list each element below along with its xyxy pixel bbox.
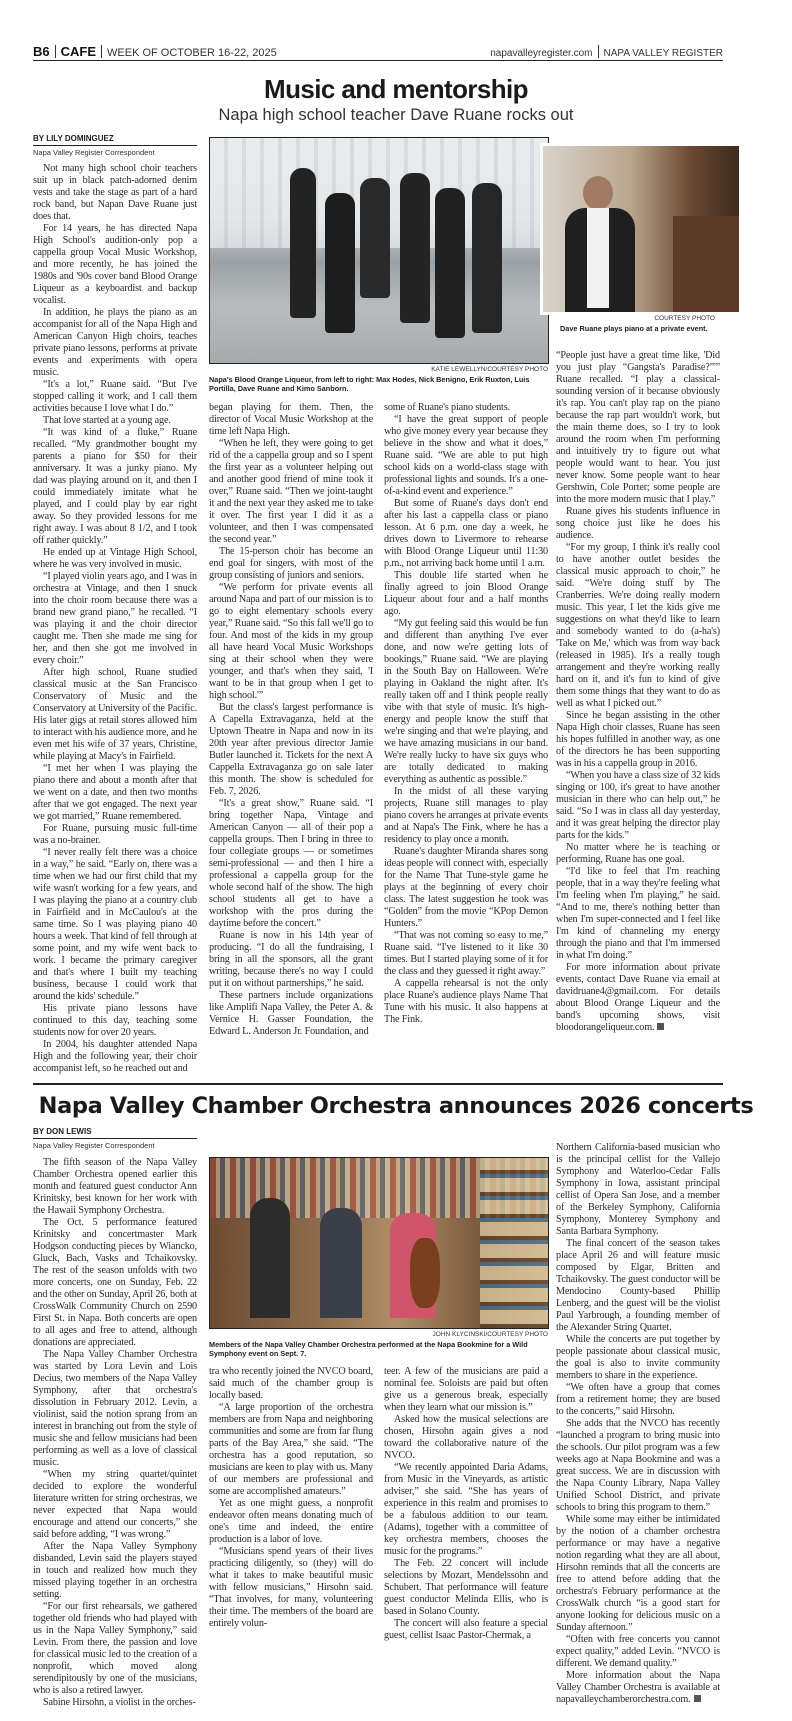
divider xyxy=(598,45,599,58)
article-paragraph: “That was not coming so easy to me,” Ruane said. “I've listened to it like 30 times. But I started playing some of it for the class and they guessed it right away.” xyxy=(384,930,548,977)
orchestra-photo xyxy=(209,1157,549,1329)
article-paragraph: Yet as one might guess, a nonprofit endeavor often means donating much of one's time and indeed, the entire production is a labor of love. xyxy=(209,1498,373,1545)
article-paragraph: The Feb. 22 concert will include selections by Mozart, Mendelssohn and Schubert. That performance will feature guest conductor Melinda Ellis, who is based in Solano County. xyxy=(384,1558,548,1617)
article-paragraph: “I played violin years ago, and I was in orchestra at Vintage, and then I snuck into the choir room because there was a brand new grand piano,” he recalled. “I was playing it and the choir director caught me. Then she made me sing for her, and then she got me involved in every choir.” xyxy=(33,571,197,666)
band-photo xyxy=(209,137,549,364)
article-paragraph: “A large proportion of the orchestra members are from Napa and neighboring communities and some are from far flung parts of the Bay Area,” she said. “The orchestra has a good reputation, so musicians are keen to play with us. Many of our members are professional and some are accomplished amateurs.” xyxy=(209,1402,373,1497)
article-paragraph: Sabine Hirsohn, a violist in the orches- xyxy=(43,1697,196,1708)
page-number: B6 xyxy=(33,44,50,59)
article-paragraph: “For our first rehearsals, we gathered together old friends who had played with us in the Napa Valley Symphony,” said Levin. From there, the passion and love for classical music led to the creation of a nonprofit, which moved along serendipitously by one of the musicians, who is also a retired lawyer. xyxy=(33,1601,197,1696)
article-paragraph: “It's a lot,” Ruane said. “But I've stopped calling it work, and I call them activities because I love what I do.” xyxy=(33,379,197,414)
article-paragraph: For more information about private events, contact Dave Ruane via email at davidruane4@gmail.com. For details about Blood Orange Liqueur and the band's upcoming shows, visit bloodorangeliqueur.com. xyxy=(556,962,720,1033)
article-paragraph: teer. A few of the musicians are paid a nominal fee. Soloists are paid but often give us a generous break, especially when they learn what our mission is.” xyxy=(384,1366,548,1413)
article-paragraph: Since he began assisting in the other Napa High choir classes, Ruane has seen his hopes fulfilled in another way, as one of the directors he has been supporting was in his a cappella group in 2016. xyxy=(556,710,720,769)
article-column xyxy=(384,402,548,1026)
article-paragraph: That love started at a young age. xyxy=(43,415,171,426)
article-paragraph: His private piano lessons have continued to this day, teaching some students now for over 20 years. xyxy=(33,1003,197,1038)
section-divider xyxy=(33,1083,723,1085)
article-paragraph: The 15-person choir has become an end goal for singers, with most of the group consisting of juniors and seniors. xyxy=(209,546,373,581)
issue-date: WEEK OF OCTOBER 16-22, 2025 xyxy=(107,47,277,59)
article-paragraph: Ruane is now in his 14th year of producing. “I do all the fundraising, I bring in all the sponsors, all the grant writing, because there's no way I could put it on without partnerships,” he said. xyxy=(209,930,373,989)
photo-credit: COURTESY PHOTO xyxy=(654,315,715,322)
article-paragraph: “We recently appointed Daria Adams, from Music in the Vineyards, as artistic adviser,” she said. “She has years of experience in this realm and promises to be a fabulous addition to our team. (Adams), together with a committee of key orchestra members, chooses the music for the programs.” xyxy=(384,1462,548,1557)
article-paragraph: While some may either be intimidated by the notion of a chamber orchestra performance or may have a negative notion regarding what they are all about, Hirsohn reminds that all the concerts are free to attend before adding that the orchestra's February performance at the CrossWalk church “is a good start for anyone looking for delicious music on a Sunday afternoon.” xyxy=(556,1514,720,1633)
article-column xyxy=(556,350,720,1034)
byline-title: Napa Valley Register Correspondent xyxy=(33,1141,155,1150)
article-paragraph: But some of Ruane's days don't end after his last a cappella class or piano lesson. At 6 p.m. one day a week, he drives down to Livermore to rehearse with Blood Orange Liqueur until 11:30 p.m., not arriving back home until 1 a.m. xyxy=(384,498,548,569)
divider xyxy=(55,45,56,58)
article-column xyxy=(33,1157,197,1709)
article-paragraph: The final concert of the season takes place April 26 and will feature music composed by Elgar, Britten and Tchaikovsky. The guest conductor will be Mendocino County-based Phillip Lenberg, and the guest will be the violist Paul Yarbrough, a founding member of the Alexander String Quartet. xyxy=(556,1238,720,1333)
end-of-story-mark xyxy=(694,1695,701,1702)
article-paragraph: The fifth season of the Napa Valley Chamber Orchestra opened earlier this month and featured guest conductor Ann Krinitsky, best known for her work with the Hawaii Symphony Orchestra. xyxy=(33,1157,197,1216)
article-column xyxy=(209,1366,373,1630)
article-paragraph: In the midst of all these varying projects, Ruane still manages to play piano covers he arranges at private events and at Napa's The Fink, where he has a residency to play once a month. xyxy=(384,786,548,845)
article-paragraph: The concert will also feature a special guest, cellist Isaac Pastor-Chermak, a xyxy=(384,1618,548,1641)
article-paragraph: “I never really felt there was a choice in a way,” he said. “Early on, there was a time when we had our first child that my wife wasn't working for a few years, and I was playing the piano at a country club in Fairfield and in McCaulou's at the same time. So I was playing piano 40 hours a week. That kind of fell through at some point, and my wife went back to work. I became the primary caregiver and that's where I built my teaching business, because I could work that around the kids' schedule.” xyxy=(33,847,197,1002)
article-headline: Napa Valley Chamber Orchestra announces 2026 concerts xyxy=(38,1093,754,1119)
article-paragraph: She adds that the NVCO has recently “launched a program to bring music into the schools. Our pilot program was a few weeks ago at Napa Bookmine and was a great success. We are in discussion with the Napa County Library, Napa Valley Unified School District, and private schools to bring this program to them.” xyxy=(556,1418,720,1513)
website: napavalleyregister.com xyxy=(490,48,593,59)
section-name: CAFE xyxy=(60,44,97,59)
article-paragraph: While the concerts are put together by people passionate about classical music, the goal is also to invite community members to share in the experience. xyxy=(556,1334,720,1381)
article-paragraph: some of Ruane's piano students. xyxy=(384,402,510,413)
article-paragraph: The Oct. 5 performance featured Krinitsky and concertmaster Mark Hodgson conducting pieces by Wiancko, Gluck, Bach, Vasks and Tchaikovsky. The rest of the season unfolds with two more concerts, one on Sunday, Feb. 22 and the other on Sunday, April 26, both at CrossWalk Community Church on 2590 First St. in Napa. Both concerts are open to all ages and free to attend, although donations are appreciated. xyxy=(33,1217,197,1348)
article-paragraph: After the Napa Valley Symphony disbanded, Levin said the players stayed in touch and realized how much they missed playing together in an orchestra setting. xyxy=(33,1541,197,1600)
article-paragraph: “Often with free concerts you cannot expect quality,” added Levin. “NVCO is different. We demand quality.” xyxy=(556,1634,720,1669)
article-paragraph: For Ruane, pursuing music full-time was a no-brainer. xyxy=(33,823,197,846)
article-paragraph: He ended up at Vintage High School, where he was very involved in music. xyxy=(33,547,197,570)
article-paragraph: This double life started when he finally agreed to join Blood Orange Liqueur about four and a half months ago. xyxy=(384,570,548,617)
article-paragraph: “It's a great show,” Ruane said. “I bring together Napa, Vintage and American Canyon — all of their pop a cappella groups. Then I bring in three to four collegiate groups — or sometimes semi-professional — and then I hire a professional a cappella group for the whole second half of the show. The high school students all get to have a workshop with the pros during the daytime before the concert.” xyxy=(209,798,373,929)
article-column xyxy=(556,1142,720,1706)
article-paragraph: “I have the great support of people who give money every year because they believe in the show and what it does,” Ruane said. “We are able to put high school kids on a world-class stage with professional lights and sounds. It's a one-of-a-kind event and experience.” xyxy=(384,414,548,497)
article-paragraph: “I'd like to feel that I'm reaching people, that in a way they're feeling what I'm feeling when I'm playing,” he said. “And to me, there's nothing better than when I'm super-connected and I feel like I'm kind of channeling my energy through the piano and that I'm immersed in what I'm doing.” xyxy=(556,866,720,961)
article-column xyxy=(33,163,197,1075)
byline-block xyxy=(33,134,197,157)
page-header xyxy=(33,44,723,61)
article-paragraph: Asked how the musical selections are chosen, Hirsohn again gives a nod toward the collaborative nature of the NVCO. xyxy=(384,1414,548,1461)
article-paragraph: In 2004, his daughter attended Napa High and the following year, their choir accompanist left, so he reached out and xyxy=(33,1039,197,1074)
photo-caption: Members of the Napa Valley Chamber Orchestra performed at the Napa Bookmine for a Wild Symphony event on Sept. 7. xyxy=(209,1340,528,1358)
article-paragraph: For 14 years, he has directed Napa High School's audition-only pop a cappella group Vocal Music Workshop, and more recently, he has joined the 1980s and '90s cover band Blood Orange Liqueur as a keyboardist and backup vocalist. xyxy=(33,223,197,306)
article-paragraph: A cappella rehearsal is not the only place Ruane's audience plays Name That Tune with his music. It also happens at The Fink. xyxy=(384,978,548,1025)
article-paragraph: “My gut feeling said this would be fun and different than anything I've ever done, and now we're getting lots of bookings,” Ruane said. “We are playing in the South Bay on Halloween. We're playing in Oakland the night after. It's really taken off and I think people really vibe with that style of music. It's high-energy and people know the stuff that we're singing and that we're playing, and we have amazing musicians in our band. We're really lucky to have six guys who are totally dedicated to making everything as authentic as possible.” xyxy=(384,618,548,785)
article-paragraph: Northern California-based musician who is the principal cellist for the Vallejo Symphony and Waterloo-Cedar Falls Symphony in Iowa, assistant principal cellist of Opera San Jose, and a member of the Berkeley Symphony, California Symphony, Monterey Symphony and Santa Barbara Symphony. xyxy=(556,1142,720,1237)
article-paragraph: Ruane gives his students influence in song choice just like he does his audience. xyxy=(556,506,720,541)
byline-block xyxy=(33,1127,197,1150)
article-paragraph: “When he left, they were going to get rid of the a cappella group and so I spent the first year as a volunteer helping out and another good friend of mine took it over,” Ruane said. “Then we joint-taught it and the next year they asked me to take it over. The first year I did it as a volunteer, and then I was compensated the second year.” xyxy=(209,438,373,545)
photo-credit: KATIE LEWELLYN/COURTESY PHOTO xyxy=(431,366,548,373)
article-paragraph: The Napa Valley Chamber Orchestra was started by Lora Levin and Lois Decius, two members of the Napa Valley Symphony, after that orchestra's dissolution in February 2012. Levin, a violinist, said the notion sprang from an interest in branching out from the style of music she and fellow musicians had been performing as well as a love of classical music. xyxy=(33,1349,197,1468)
article-paragraph: Ruane's daughter Miranda shares song ideas people will connect with, especially for the Name That Tune-style game he plays at the beginning of every choir class. The latest suggestion he took was “Golden” from the movie “KPop Demon Hunters.” xyxy=(384,846,548,929)
byline: BY DON LEWIS xyxy=(33,1127,197,1139)
article-paragraph: “We often have a group that comes from a retirement home; they are bused to the concerts,” said Hirsohn. xyxy=(556,1382,720,1417)
article-paragraph: “For my group, I think it's really cool to have another outlet besides the classical music approach to choir,” he said. “We're doing stuff by The Cranberries. We're doing really modern music. This year, I let the kids give me suggestions on what they'd like to learn and somebody wanted to do (a-ha's) 'Take on Me,' which was from way back (released in 1985). It's a really tough arrangement and they're working really hard on it, and it's fun to kind of give them some things that they want to do as well as what I picked out.” xyxy=(556,542,720,709)
paper-name: NAPA VALLEY REGISTER xyxy=(603,48,723,59)
article-paragraph: Not many high school choir teachers suit up in black patch-adorned denim vests and take the stage as part of a hard rock band, but Napan Dave Ruane just does that. xyxy=(33,163,197,222)
article-paragraph: “People just have a great time like, 'Did you just play “Gangsta's Paradise?”'” Ruane recalled. “I play a classical-sounding version of it because obviously it's rap. You can't play rap on the piano because the rap part wouldn't work, but the main theme does, so I try to look around the room when I'm performing and intuitively try to figure out what people would want to hear. You just never know. Some people want to hear Gershwin, Cole Porter; some people are into the more modern music that I play.” xyxy=(556,350,720,505)
article-paragraph: After high school, Ruane studied classical music at the San Francisco Conservatory of Music and the Conservatory at University of the Pacific. His later gigs at retail stores allowed him to interact with his audience more, and he even met his wife of 37 years, Christine, while playing at Macy's in Fairfield. xyxy=(33,667,197,762)
article-paragraph: “We perform for private events all around Napa and part of our mission is to go to eight elementary schools every year,” Ruane said. “So this fall we'll go to four. And most of the kids in my group all have heard Vocal Music Workshops sing at their school when they were younger, and that's when they said, 'I want to be in that group when I get to high school.'” xyxy=(209,582,374,701)
photo-caption: Dave Ruane plays piano at a private event. xyxy=(560,324,708,333)
article-paragraph: No matter where he is teaching or performing, Ruane has one goal. xyxy=(556,842,720,865)
article-paragraph: “It was kind of a fluke,” Ruane recalled. “My grandmother bought my parents a piano for $50 for their anniversary. It was a junky piano. My dad was playing around on it, and then I could immediately imitate what he played, and I could play by ear right away. So they provided lessons for me right away. I was about 8 1/2, and I took off rather quickly.” xyxy=(33,427,197,546)
article-paragraph: But the class's largest performance is A Capella Extravaganza, held at the Uptown Theatre in Napa and now in its 20th year after previous director Jamie Butler launched it. Tickets for the next A Cappella Extravaganza go on sale later this month. The show is scheduled for Feb. 7, 2026. xyxy=(209,702,373,797)
article-paragraph: More information about the Napa Valley Chamber Orchestra is available at napavalleychamberorchestra.com. xyxy=(556,1670,720,1705)
article-paragraph: These partners include organizations like Amplifi Napa Valley, the Peter A. & Vernice H. Gasser Foundation, the Edward L. Anderson Jr. Foundation, and xyxy=(209,990,373,1037)
byline: BY LILY DOMINGUEZ xyxy=(33,134,197,146)
article-column xyxy=(209,402,373,1038)
article-column xyxy=(384,1366,548,1642)
photo-credit: JOHN KLYCINSKI/COURTESY PHOTO xyxy=(432,1331,548,1338)
article-headline: Music and mentorship xyxy=(264,74,528,104)
article-paragraph: “When my string quartet/quintet decided to explore the wonderful literature written for string orchestras, we never expected that Napa would encourage and attend our concerts,” she said before adding, “I was wrong.” xyxy=(33,1469,197,1540)
end-of-story-mark xyxy=(657,1023,664,1030)
divider xyxy=(101,45,102,58)
article-paragraph: “I met her when I was playing the piano there and about a month after that we went on a date, and then two months after that we got engaged. The next year we got married,” Ruane remembered. xyxy=(33,763,197,822)
article-subheadline: Napa high school teacher Dave Ruane rocks out xyxy=(218,106,574,124)
byline-title: Napa Valley Register Correspondent xyxy=(33,148,155,157)
article-paragraph: “When you have a class size of 32 kids singing or 100, it's great to have another musician in there who can help out,” he said. “So I was in class all day yesterday, and it was great helping the director play parts for the kids.” xyxy=(556,770,720,841)
article-paragraph: “Musicians spend years of their lives practicing diligently, so (they) will do what it takes to make beautiful music with fellow musicians,” Hirsohn said. “That involves, for many, volunteering their time. The members of the board are entirely volun- xyxy=(209,1546,373,1629)
piano-photo xyxy=(540,143,742,315)
photo-caption: Napa's Blood Orange Liqueur, from left to right: Max Hodes, Nick Benigno, Erik Ruxton, Luis Portilla, Dave Ruane and Kimo Sanborn. xyxy=(209,375,530,393)
article-paragraph: began playing for them. Then, the director of Vocal Music Workshop at the time left Napa High. xyxy=(209,402,373,437)
article-paragraph: In addition, he plays the piano as an accompanist for all of the Napa High and American Canyon High choirs, teaches private piano lessons, performs at private events and experiments with opera music. xyxy=(33,307,197,378)
article-paragraph: tra who recently joined the NVCO board, said much of the chamber group is locally based. xyxy=(209,1366,373,1401)
